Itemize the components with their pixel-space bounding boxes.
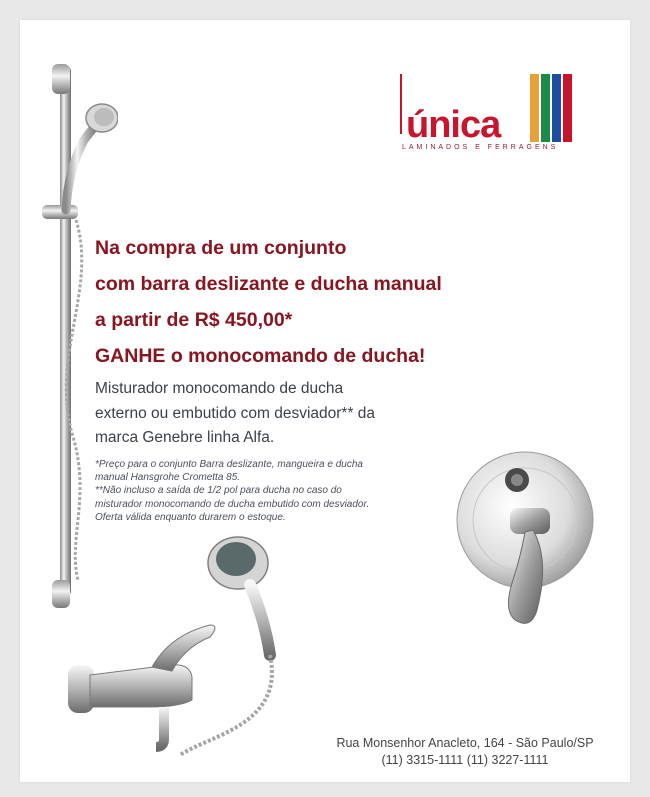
product-description: [95, 377, 375, 451]
note-line: Oferta válida enquanto durarem o estoque.: [95, 511, 286, 523]
brand-logo: [400, 72, 580, 162]
logo-stripe-red: [563, 74, 572, 142]
logo-tagline: LAMINADOS E FERRAGENS: [402, 144, 559, 151]
note-line: *Preço para o conjunto Barra deslizante, mangueira e ducha: [95, 459, 363, 470]
logo-divider: [400, 74, 402, 134]
store-address: Rua Monsenhor Anacleto, 164 - São Paulo/SP: [336, 736, 594, 750]
logo-stripe-blue: [552, 74, 561, 142]
logo-stripe-orange: [530, 74, 539, 142]
description-line: marca Genebre linha Alfa.: [95, 429, 275, 446]
wall-mixer-handshower-image: [60, 525, 310, 780]
fine-print: [95, 458, 369, 524]
note-line: manual Hansgrohe Crometta 85.: [95, 472, 241, 484]
store-phones: (11) 3315-1111 (11) 3227-1111: [381, 753, 549, 767]
note-line: misturador monocomando de ducha embutido com desviador.: [95, 498, 370, 510]
headline-line: com barra deslizante e ducha manual: [95, 273, 442, 295]
headline-line: GANHE o monocomando de ducha!: [95, 345, 426, 367]
logo-wordmark: única: [406, 104, 501, 146]
headline-line: Na compra de um conjunto: [95, 237, 347, 259]
concealed-mixer-image: [455, 440, 605, 635]
note-line: **Não incluso a saída de 1/2 pol para ducha no caso do: [95, 485, 342, 497]
description-line: Misturador monocomando de ducha: [95, 380, 344, 397]
headline-line: a partir de R$ 450,00*: [95, 309, 293, 331]
logo-stripe-green: [541, 74, 550, 142]
promo-headline: [95, 230, 442, 374]
store-contact: [300, 735, 630, 769]
description-line: externo ou embutido com desviador** da: [95, 404, 376, 422]
